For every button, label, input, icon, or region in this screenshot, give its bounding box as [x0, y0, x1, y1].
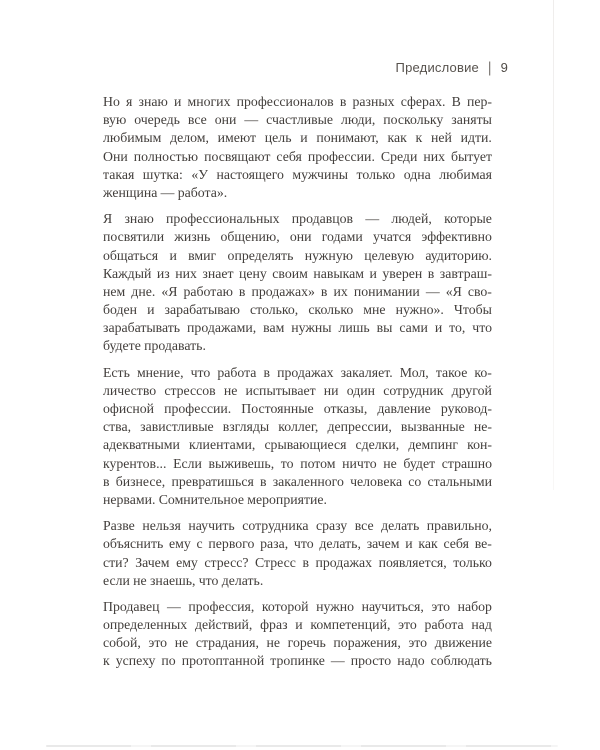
text-line: Каждый из них знает цену своим навыкам и уверен в завтраш-: [103, 265, 492, 281]
page-number: 9: [500, 60, 508, 75]
text-line: нервами. Сомнительное мероприятие.: [103, 491, 327, 507]
paragraph: [103, 210, 492, 356]
header-separator: |: [487, 59, 492, 76]
text-line: Есть мнение, что работа в продажах закаляет. Мол, такое ко-: [103, 364, 492, 380]
text-line: собой, это не страдания, не горечь поражения, это движение: [103, 635, 492, 651]
running-head: Предисловие: [395, 60, 479, 75]
text-line: будете продавать.: [103, 338, 206, 354]
paragraph: [103, 93, 492, 202]
text-line: ства, завистливые взгляды коллег, депрессии, вызванные не-: [103, 419, 492, 435]
text-line: если не знаешь, что делать.: [103, 572, 264, 588]
text-line: офисной профессии. Постоянные отказы, давление руковод-: [103, 401, 492, 416]
paragraph: [103, 598, 492, 671]
text-line: сти? Зачем ему стресс? Стресс в продажах появляется, только: [103, 554, 492, 570]
page-right-edge: [553, 0, 554, 490]
page-header: [396, 60, 508, 75]
page-bottom-edge: [46, 745, 558, 747]
text-line: зарабатывать продажами, вам нужны лишь вы сами и то, что: [103, 320, 492, 336]
text-line: нем дне. «Я работаю в продажах» в их понимании — «Я сво-: [103, 283, 492, 299]
text-line: Но я знаю и многих профессионалов в разных сферах. В пер-: [103, 94, 492, 109]
text-line: личество стрессов не испытывает ни один сотрудник другой: [103, 382, 492, 398]
text-line: боден и зарабатываю столько, сколько мне нужно». Чтобы: [103, 302, 492, 318]
text-line: объяснить ему с первого раза, что делать, зачем и как себя ве-: [103, 536, 492, 552]
text-line: такая шутка: «У настоящего мужчины только одна любимая: [103, 166, 492, 182]
text-line: к успеху по протоптанной тропинке — просто надо соблюдать: [103, 653, 492, 669]
text-line: вую очередь все они — счастливые люди, поскольку заняты: [103, 112, 492, 128]
text-line: Разве нельзя научить сотрудника сразу все делать правильно,: [103, 518, 492, 534]
text-line: женщина — работа».: [103, 184, 228, 200]
text-line: курентов... Если выживешь, то потом ничто не будет страшно: [103, 455, 492, 471]
body-text: [103, 93, 492, 679]
text-line: адекватными клиентами, срывающиеся сделки, демпинг кон-: [103, 437, 492, 453]
text-line: Продавец — профессия, которой нужно научиться, это набор: [103, 598, 492, 614]
paragraph: [103, 364, 492, 510]
text-line: общаться и вмиг определять нужную целевую аудиторию.: [103, 247, 492, 263]
text-line: Я знаю профессиональных продавцов — людей, которые: [103, 211, 492, 227]
paragraph: [103, 517, 492, 590]
text-line: в бизнесе, превратишься в закаленного человека со стальными: [103, 473, 492, 489]
text-line: определенных действий, фраз и компетенций, это работа над: [103, 617, 492, 633]
text-line: посвятили жизнь общению, они годами учатся эффективно: [103, 229, 492, 245]
text-line: Они полностью посвящают себя профессии. Среди них бытует: [103, 148, 492, 164]
text-line: любимым делом, имеют цель и понимают, как к ней идти.: [103, 130, 492, 146]
